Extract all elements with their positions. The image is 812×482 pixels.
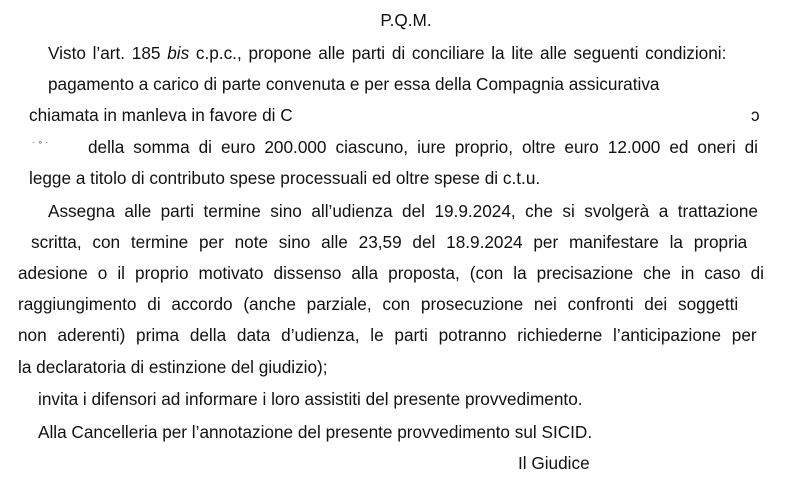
text-line-12: la declaratoria di estinzione del giudizio); [18,357,328,377]
visto-prefix: Visto l’art. 185 [48,43,168,63]
signature: Il Giudice [518,453,590,473]
paragraph-cancelleria: Alla Cancelleria per l’annotazione del presente provvedimento sul SICID. [38,422,593,442]
document-heading: P.Q.M. [380,10,432,30]
text-line-5: della somma di euro 200.000 ciascuno, iure proprio, oltre euro 12.000 ed oneri di [88,137,758,157]
text-line-11: non aderenti) prima della data d’udienza, le parti potranno richiederne l’anticipazione per [18,325,757,345]
paragraph-visto [48,42,726,64]
redacted-fragment: ↄ [751,105,760,125]
text-line-9: adesione o il proprio motivato dissenso alla proposta, (con la precisazione che in caso di [18,263,764,283]
paragraph-assegna: Assegna alle parti termine sino all’udienza del 19.9.2024, che si svolgerà a trattazione [48,201,758,221]
visto-italic: bis [167,43,190,63]
text-line-10: raggiungimento di accordo (anche parziale, con prosecuzione nei confronti dei soggetti [18,294,739,314]
visto-suffix: c.p.c., propone alle parti di conciliare la lite alle seguenti condizioni: [189,43,727,63]
text-line-6: legge a titolo di contributo spese processuali ed oltre spese di c.t.u. [29,168,541,188]
text-line-4: chiamata in manleva in favore di C [29,105,293,125]
redacted-fragment-2: ˙ ˚ ˙ [32,141,50,153]
text-line-8: scritta, con termine per note sino alle 23,59 del 18.9.2024 per manifestare la propria [31,232,748,252]
paragraph-invita: invita i difensori ad informare i loro assistiti del presente provvedimento. [38,389,583,409]
text-line-3: pagamento a carico di parte convenuta e per essa della Compagnia assicurativa [48,74,660,94]
